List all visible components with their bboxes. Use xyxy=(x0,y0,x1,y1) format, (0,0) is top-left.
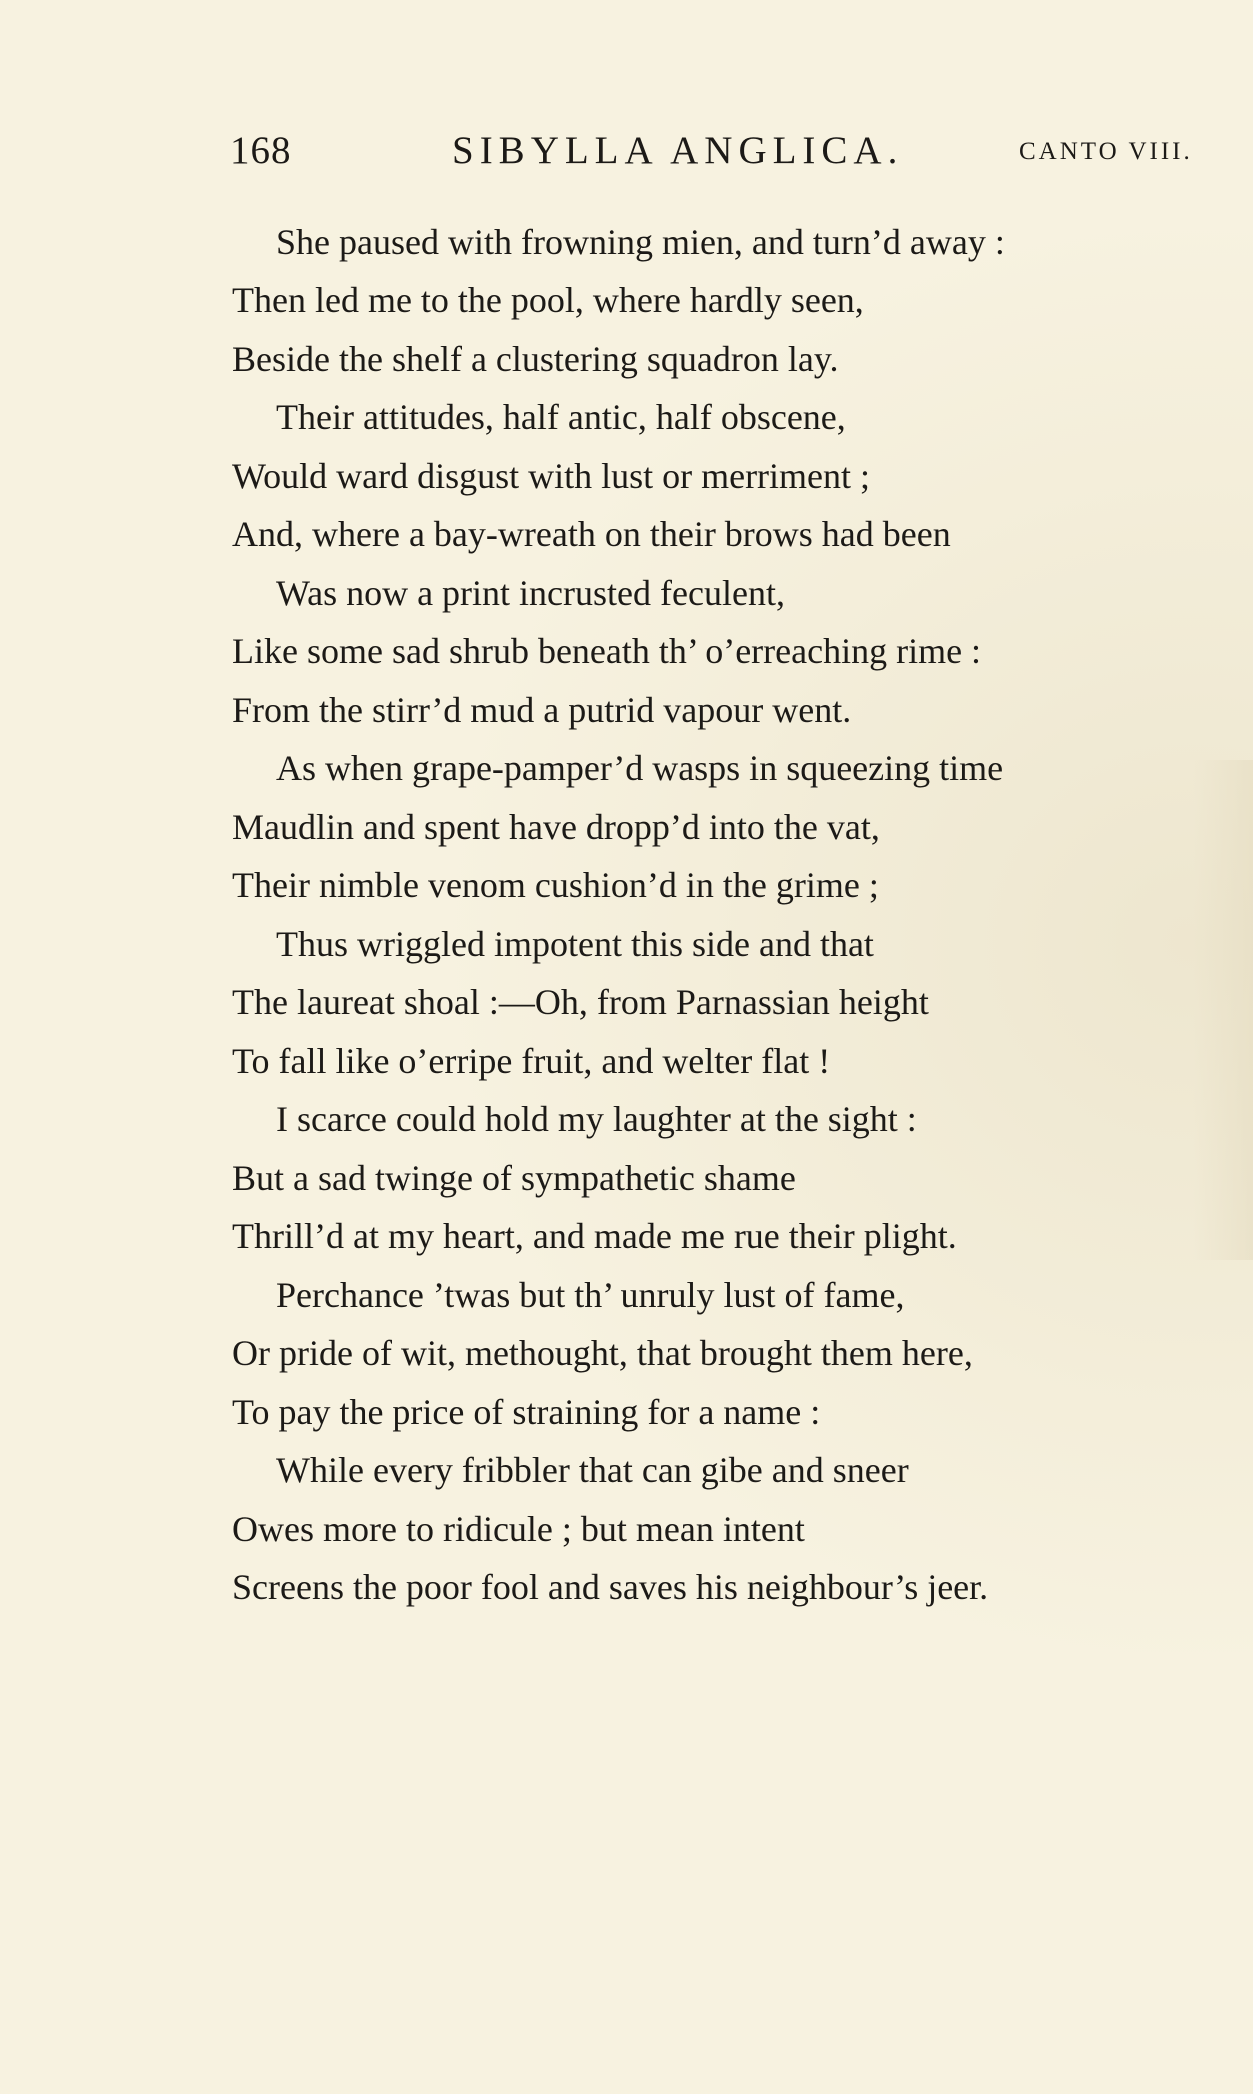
verse-line: Screens the poor fool and saves his neighbour’s jeer. xyxy=(232,1567,989,1607)
verse-line: Or pride of wit, methought, that brought them here, xyxy=(232,1333,973,1373)
verse-line: But a sad twinge of sympathetic shame xyxy=(232,1158,796,1198)
verse-line: Was now a print incrusted feculent, xyxy=(276,573,785,613)
facing-page-bleed xyxy=(1193,760,1253,1260)
verse-line: Maudlin and spent have dropp’d into the vat, xyxy=(232,807,880,847)
canto-label: CANTO VIII. xyxy=(1019,138,1193,165)
verse-line: I scarce could hold my laughter at the sight : xyxy=(276,1099,917,1139)
verse-line: She paused with frowning mien, and turn’d away : xyxy=(276,222,1005,262)
verse-line: And, where a bay-wreath on their brows had been xyxy=(232,514,951,554)
verse-line: Beside the shelf a clustering squadron lay. xyxy=(232,339,839,379)
page-number: 168 xyxy=(230,129,292,172)
verse-line: To fall like o’erripe fruit, and welter flat ! xyxy=(232,1041,831,1081)
verse-line: To pay the price of straining for a name : xyxy=(232,1392,821,1432)
verse-line: Then led me to the pool, where hardly seen, xyxy=(232,280,864,320)
verse-line: As when grape-pamper’d wasps in squeezing time xyxy=(276,748,1004,788)
verse-line: Would ward disgust with lust or merriment ; xyxy=(232,456,871,496)
verse-line: Like some sad shrub beneath th’ o’erreaching rime : xyxy=(232,631,982,671)
verse-line: Perchance ’twas but th’ unruly lust of fame, xyxy=(276,1275,905,1315)
verse-line: Their attitudes, half antic, half obscene, xyxy=(276,397,846,437)
verse-line: Owes more to ridicule ; but mean intent xyxy=(232,1509,805,1549)
book-title: SIBYLLA ANGLICA. xyxy=(452,129,904,172)
verse-line: Thrill’d at my heart, and made me rue their plight. xyxy=(232,1216,957,1256)
verse-line: While every fribbler that can gibe and sneer xyxy=(276,1450,909,1490)
running-head xyxy=(0,128,1253,178)
verse-line: The laureat shoal :—Oh, from Parnassian height xyxy=(232,982,929,1022)
verse-line: From the stirr’d mud a putrid vapour went. xyxy=(232,690,852,730)
verse-line: Thus wriggled impotent this side and that xyxy=(276,924,874,964)
verse-line: Their nimble venom cushion’d in the grime ; xyxy=(232,865,879,905)
